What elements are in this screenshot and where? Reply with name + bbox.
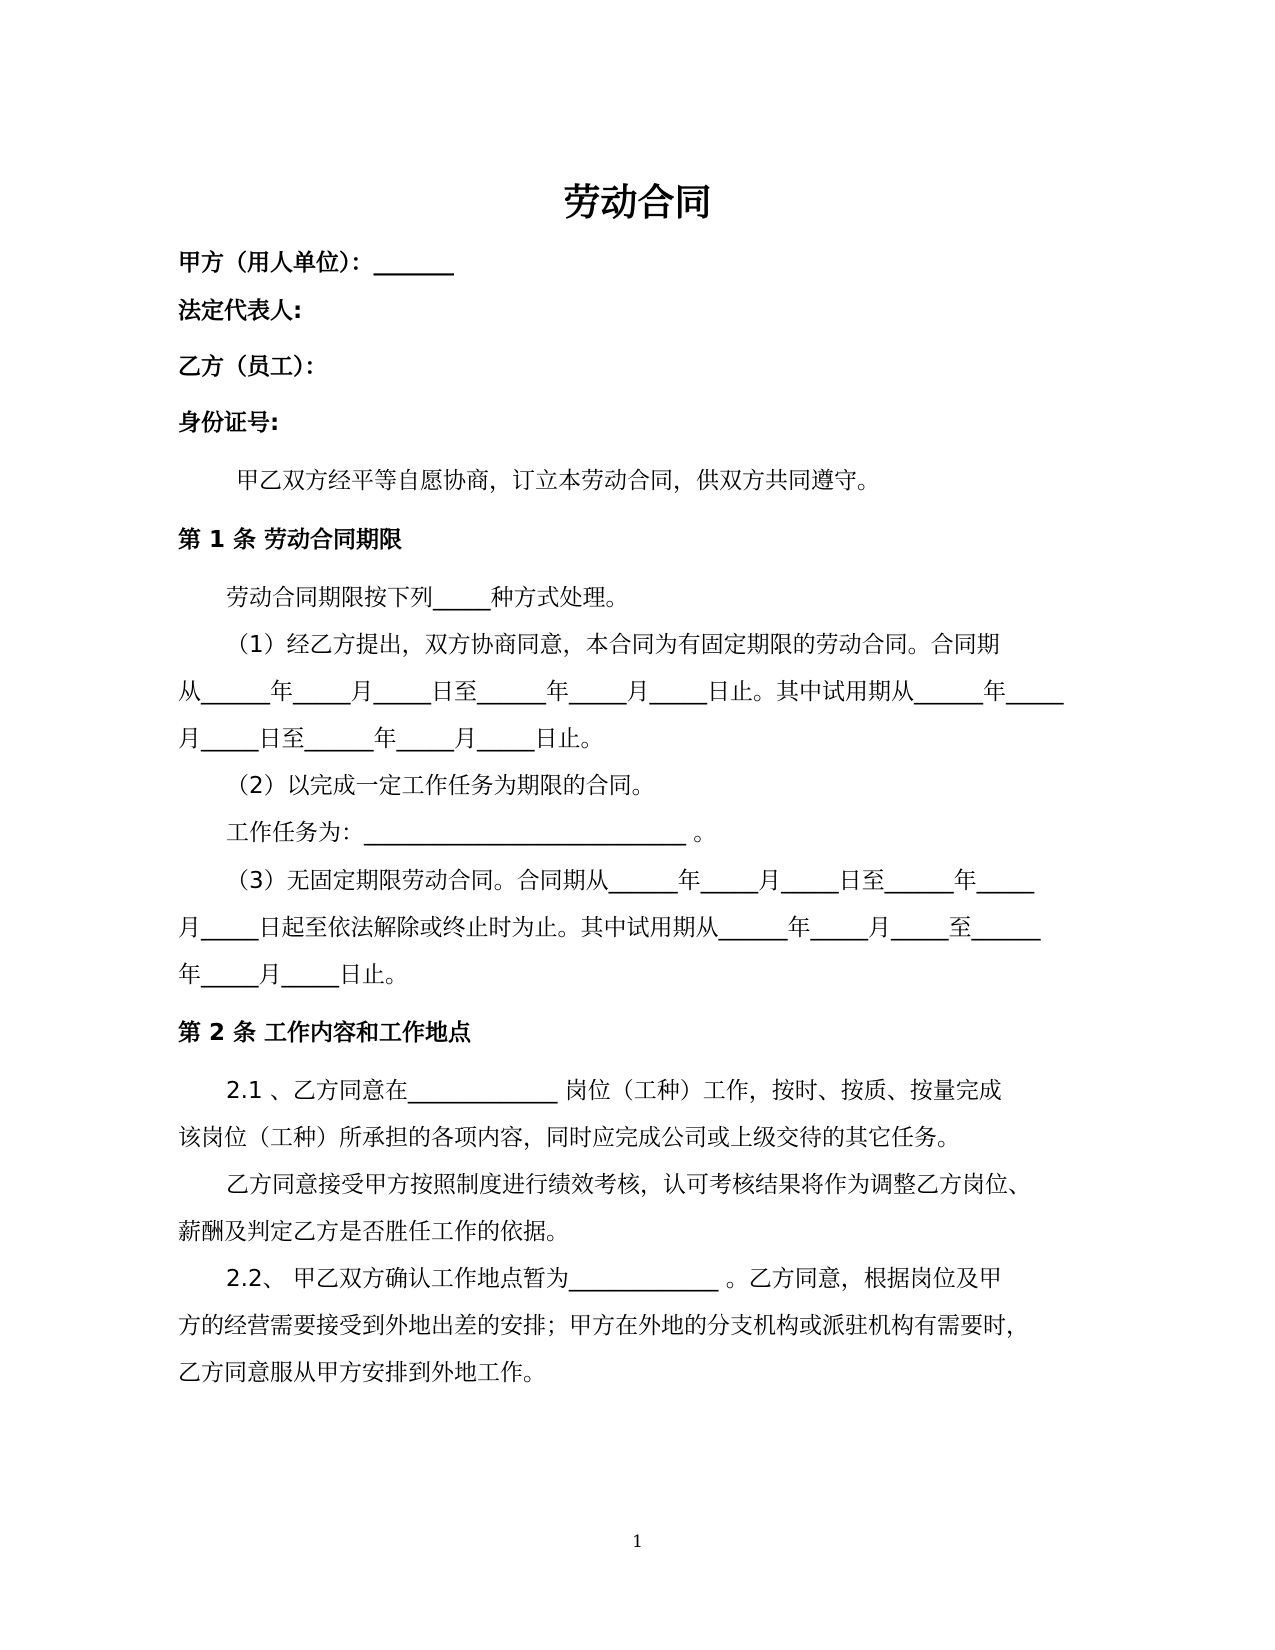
preamble-paragraph: 甲乙双方经平等自愿协商，订立本劳动合同，供双方共同遵守。 [236, 468, 880, 494]
article-2-paragraph-line: 2.2、 甲乙双方确认工作地点暂为_____________ 。乙方同意，根据岗位及甲 [226, 1266, 1002, 1292]
article-2-paragraph-line: 乙方同意接受甲方按照制度进行绩效考核，认可考核结果将作为调整乙方岗位、 [226, 1172, 1031, 1198]
article-1-intro: 劳动合同期限按下列_____种方式处理。 [226, 585, 629, 611]
article-1-option-1-line: （1）经乙方提出，双方协商同意，本合同为有固定期限的劳动合同。合同期 [226, 632, 1000, 658]
document-title: 劳动合同 [563, 181, 712, 224]
party-a-field: 甲方（用人单位）：_______ [178, 250, 454, 276]
article-2-paragraph-line: 乙方同意服从甲方安排到外地工作。 [178, 1360, 546, 1386]
article-2-paragraph-line: 薪酬及判定乙方是否胜任工作的依据。 [178, 1219, 569, 1245]
id-number-field: 身份证号: [178, 410, 280, 436]
article-1-option-3-line: （3）无固定期限劳动合同。合同期从______年_____月_____日至______年_____ [226, 868, 1035, 894]
article-2-paragraph-line: 2.1 、乙方同意在_____________ 岗位（工种）工作，按时、按质、按量完成 [226, 1078, 1002, 1104]
article-1-option-3-line: 月_____日起至依法解除或终止时为止。其中试用期从______年_____月_____至______ [178, 915, 1041, 941]
article-1-option-3-line: 年_____月_____日止。 [178, 962, 408, 988]
article-1-option-2-line: （2）以完成一定工作任务为期限的合同。 [226, 773, 655, 799]
article-1-option-2-line: 工作任务为：____________________________ 。 [226, 820, 717, 846]
article-2-paragraph-line: 方的经营需要接受到外地出差的安排；甲方在外地的分支机构或派驻机构有需要时， [178, 1313, 1029, 1339]
page-number: 1 [632, 1532, 643, 1552]
article-2-heading: 第 2 条 工作内容和工作地点 [178, 1020, 472, 1046]
article-1-option-1-line: 从______年_____月_____日至______年_____月_____日止。其中试用期从______年_____ [178, 679, 1064, 705]
party-b-field: 乙方（员工）： [178, 354, 328, 380]
article-2-paragraph-line: 该岗位（工种）所承担的各项内容，同时应完成公司或上级交待的其它任务。 [178, 1125, 960, 1151]
article-1-heading: 第 1 条 劳动合同期限 [178, 527, 403, 553]
legal-representative-field: 法定代表人: [178, 298, 303, 324]
article-1-option-1-line: 月_____日至______年_____月_____日止。 [178, 726, 604, 752]
